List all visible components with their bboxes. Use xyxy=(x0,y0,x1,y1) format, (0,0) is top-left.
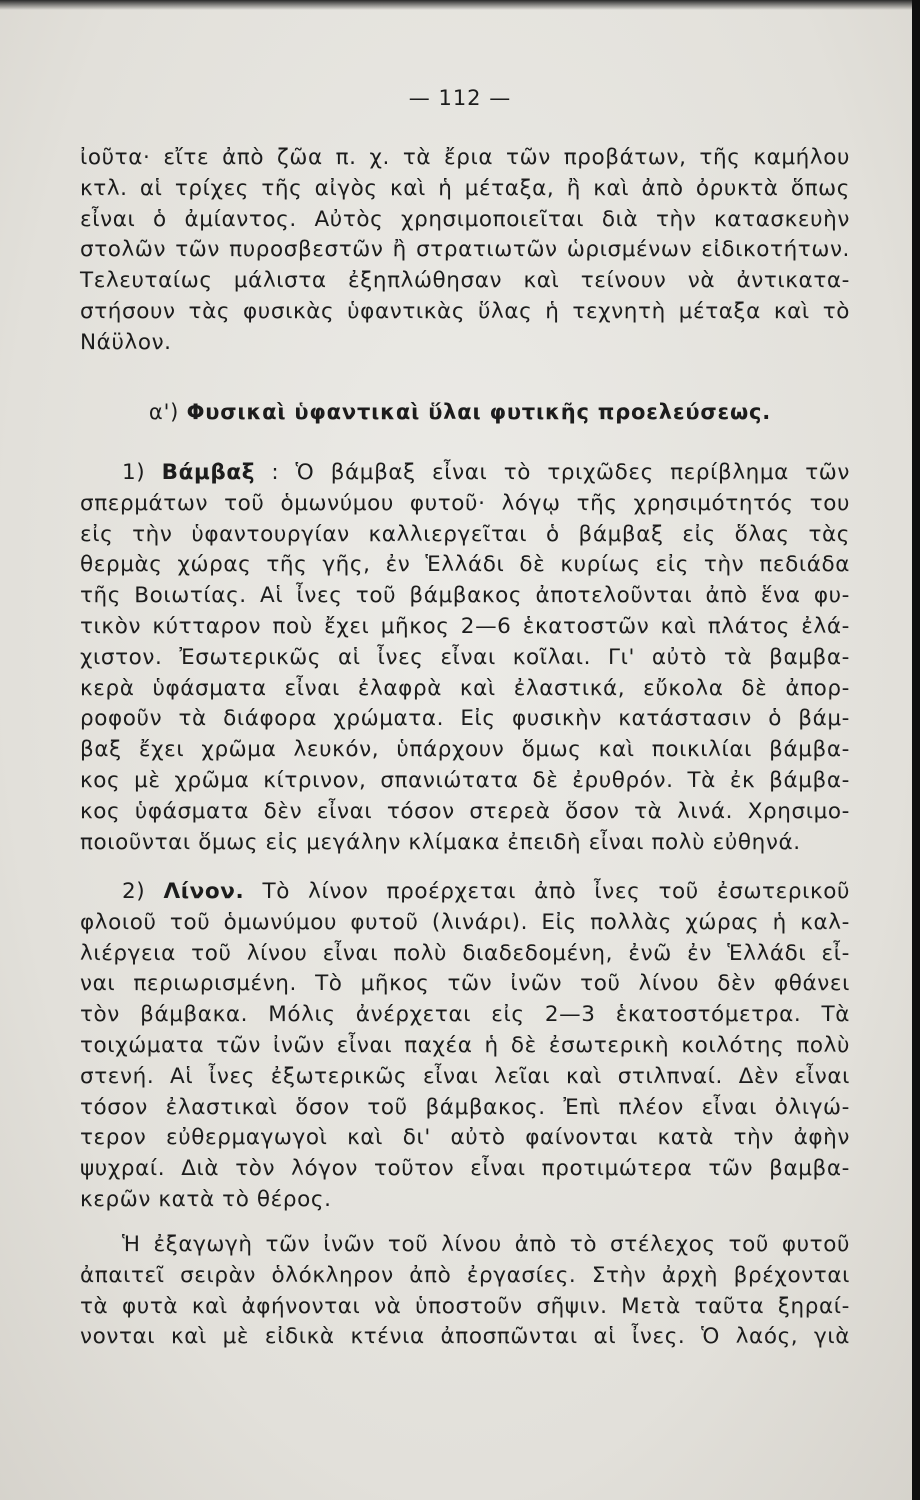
text-line: ροφοῦν τὰ διάφορα χρώματα. Εἰς φυσικὴν κατάστασιν ὁ βάμ- xyxy=(80,706,850,732)
extraction-paragraph xyxy=(80,1230,850,1353)
text-line: ναι περιωρισμένη. Τὸ μῆκος τῶν ἰνῶν τοῦ λίνου δὲν φθάνει xyxy=(80,971,850,997)
linen-first-line xyxy=(80,877,850,908)
text-line: τὰ φυτὰ καὶ ἀφήνονται νὰ ὑποστοῦν σῆψιν. Μετὰ ταῦτα ξηραί- xyxy=(80,1293,850,1319)
linen-term: Λίνον. xyxy=(163,879,245,904)
cotton-term: Βάμβαξ xyxy=(161,460,256,485)
text-line: λιέργεια τοῦ λίνου εἶναι πολὺ διαδεδομένη, ἐνῶ ἐν Ἑλλάδι εἶ- xyxy=(80,940,850,966)
text-line: τικὸν κύτταρον ποὺ ἔχει μῆκος 2—6 ἑκατοστῶν καὶ πλάτος ἐλά- xyxy=(80,613,850,639)
text-line: εἰς τὴν ὑφαντουργίαν καλλιεργεῖται ὁ βάμβαξ εἰς ὅλας τὰς xyxy=(80,521,850,547)
text-line: νονται καὶ μὲ εἰδικὰ κτένια ἀποσπῶνται αἱ ἶνες. Ὁ λαός, γιὰ xyxy=(80,1324,850,1350)
text-line: εἶναι ὁ ἀμίαντος. Αὐτὸς χρησιμοποιεῖται διὰ τὴν κατασκευὴν xyxy=(80,206,850,232)
text-line: τοιχώματα τῶν ἰνῶν εἶναι παχέα ἡ δὲ ἐσωτερικὴ κοιλότης πολὺ xyxy=(80,1032,850,1058)
text-line: κος ὑφάσματα δὲν εἶναι τόσον στερεὰ ὅσον τὰ λινά. Χρησιμο- xyxy=(80,798,850,824)
text-line: ποιοῦνται ὅμως εἰς μεγάλην κλίμακα ἐπειδὴ εἶναι πολὺ εὐθηνά. xyxy=(80,829,801,855)
text-line: ψυχραί. Διὰ τὸν λόγον τοῦτον εἶναι προτιμώτερα τῶν βαμβα- xyxy=(80,1156,850,1182)
linen-paragraph xyxy=(80,877,850,1216)
text-line: κτλ. αἱ τρίχες τῆς αἰγὸς καὶ ἡ μέταξα, ἢ καὶ ἀπὸ ὀρυκτὰ ὅπως xyxy=(80,175,850,201)
text-line: Τελευταίως μάλιστα ἐξηπλώθησαν καὶ τείνουν νὰ ἀντικατα- xyxy=(80,268,850,294)
text-line: στολῶν τῶν πυροσβεστῶν ἢ στρατιωτῶν ὡρισμένων εἰδικοτήτων. xyxy=(80,237,850,263)
cotton-first-line-text: : Ὁ βάμβαξ εἶναι τὸ τριχῶδες περίβλημα τῶν xyxy=(271,460,851,485)
section-heading-title: Φυσικαὶ ὑφαντικαὶ ὕλαι φυτικῆς προελεύσεως. xyxy=(186,400,772,424)
intro-paragraph xyxy=(80,143,850,359)
text-line: τερον εὐθερμαγωγοὶ καὶ δι' αὐτὸ φαίνονται κατὰ τὴν ἀφὴν xyxy=(80,1125,850,1151)
text-line: σπερμάτων τοῦ ὁμωνύμου φυτοῦ· λόγῳ τῆς χρησιμότητός του xyxy=(80,490,850,516)
linen-number: 2) xyxy=(122,879,146,904)
text-line: χιστον. Ἐσωτερικῶς αἱ ἶνες εἶναι κοῖλαι. Γι' αὐτὸ τὰ βαμβα- xyxy=(80,644,850,670)
text-line: τὸν βάμβακα. Μόλις ἀνέρχεται εἰς 2—3 ἑκατοστόμετρα. Τὰ xyxy=(80,1002,850,1028)
text-line: κερῶν κατὰ τὸ θέρος. xyxy=(80,1186,332,1212)
section-heading-prefix: α') xyxy=(148,400,180,424)
scan-top-shadow xyxy=(0,0,920,10)
text-line: κος μὲ χρῶμα κίτρινον, σπανιώτατα δὲ ἐρυθρόν. Τὰ ἐκ βάμβα- xyxy=(80,767,850,793)
text-line: θερμὰς χώρας τῆς γῆς, ἐν Ἑλλάδι δὲ κυρίως εἰς τὴν πεδιάδα xyxy=(80,552,850,578)
text-line: στήσουν τὰς φυσικὰς ὑφαντικὰς ὕλας ἡ τεχνητὴ μέταξα καὶ τὸ xyxy=(80,298,850,324)
text-line: ἰοῦτα· εἴτε ἀπὸ ζῶα π. χ. τὰ ἔρια τῶν προβάτων, τῆς καμήλου xyxy=(80,145,850,170)
linen-first-line-text: Τὸ λίνον προέρχεται ἀπὸ ἶνες τοῦ ἐσωτερικοῦ xyxy=(262,879,851,904)
text-line: Νάϋλον. xyxy=(80,329,172,355)
cotton-paragraph xyxy=(80,458,850,858)
text-line: φλοιοῦ τοῦ ὁμωνύμου φυτοῦ (λινάρι). Εἰς πολλὰς χώρας ἡ καλ- xyxy=(80,909,850,935)
text-line: βαξ ἔχει χρῶμα λευκόν, ὑπάρχουν ὅμως καὶ ποικιλίαι βάμβα- xyxy=(80,737,850,763)
page-number: — 112 — xyxy=(408,86,512,110)
text-line: στενή. Αἱ ἶνες ἐξωτερικῶς εἶναι λεῖαι καὶ στιλπναί. Δὲν εἶναι xyxy=(80,1063,850,1089)
cotton-number: 1) xyxy=(122,460,146,485)
text-line: τόσον ἐλαστικαὶ ὅσον τοῦ βάμβακος. Ἐπὶ πλέον εἶναι ὀλιγώ- xyxy=(80,1094,850,1120)
section-heading xyxy=(0,400,920,424)
text-line: ἀπαιτεῖ σειρὰν ὁλόκληρον ἀπὸ ἐργασίες. Στὴν ἀρχὴ βρέχονται xyxy=(80,1262,850,1288)
cotton-first-line xyxy=(80,458,850,489)
text-line: κερὰ ὑφάσματα εἶναι ἐλαφρὰ καὶ ἐλαστικά, εὔκολα δὲ ἀπορ- xyxy=(80,675,850,701)
scan-edge xyxy=(912,0,920,1500)
text-line: Ἡ ἐξαγωγὴ τῶν ἰνῶν τοῦ λίνου ἀπὸ τὸ στέλεχος τοῦ φυτοῦ xyxy=(122,1232,850,1257)
text-line: τῆς Βοιωτίας. Αἱ ἶνες τοῦ βάμβακος ἀποτελοῦνται ἀπὸ ἕνα φυ- xyxy=(80,583,850,609)
